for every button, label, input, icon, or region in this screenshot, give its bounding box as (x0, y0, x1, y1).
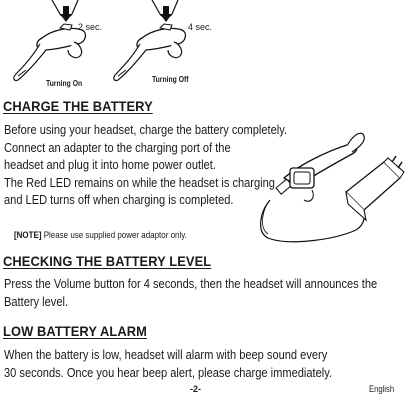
charge-heading: CHARGE THE BATTERY (3, 98, 153, 114)
low-battery-heading: LOW BATTERY ALARM (3, 323, 147, 339)
low-battery-line: 30 seconds. Once you hear beep alert, please charge immediately. (4, 364, 333, 380)
turning-off-caption: Turning Off (152, 74, 189, 84)
charging-illustration (254, 128, 406, 246)
charge-line: Connect an adapter to the charging port of the (4, 139, 231, 155)
low-battery-body (4, 346, 394, 381)
note-label: [NOTE] (14, 230, 42, 241)
turning-on-caption: Turning On (46, 78, 83, 88)
charge-line: Before using your headset, charge the battery completely. (4, 122, 288, 137)
turning-off-illustration (100, 0, 300, 90)
turning-on-duration: 2 sec. (78, 22, 103, 32)
charge-line: and LED turns off when charging is completed. (4, 192, 234, 207)
turning-off-duration: 4 sec. (188, 22, 213, 32)
language-label: English (369, 384, 395, 394)
check-line: Press the Volume button for 4 seconds, then the headset will announces the (4, 276, 378, 291)
charge-line: The Red LED remains on while the headset is charging (4, 174, 275, 190)
note-text: Please use supplied power adaptor only. (41, 230, 187, 241)
charge-note (14, 230, 187, 241)
charge-line: headset and plug it into home power outlet. (4, 157, 216, 172)
check-body (4, 275, 408, 310)
check-heading: CHECKING THE BATTERY LEVEL (3, 253, 212, 269)
low-battery-line: When the battery is low, headset will alarm with beep sound every (4, 347, 328, 362)
page-number: -2- (190, 384, 201, 394)
check-line: Battery level. (4, 293, 69, 309)
